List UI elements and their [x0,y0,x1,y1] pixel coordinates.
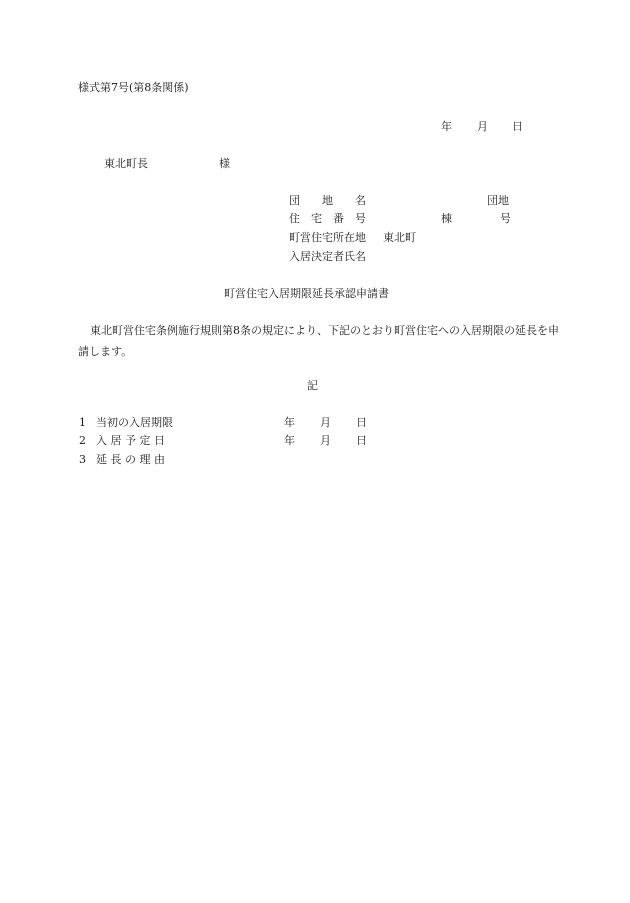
location-value: 東北町 [383,231,416,244]
date-day: 日 [512,120,523,133]
danchi-suffix: 団地 [487,194,509,207]
document-title: 町営住宅入居期限延長承認申請書 [224,287,389,300]
addressee-name: 東北町長 [104,157,148,170]
addressee-honorific: 様 [219,157,230,170]
item-year: 年 [284,416,295,429]
item-day: 日 [356,434,367,447]
item-month: 月 [320,434,331,447]
item-number: 3 [79,453,86,466]
item-number: 2 [79,434,86,447]
date-year: 年 [441,120,452,133]
location-label: 町営住宅所在地 [289,231,366,244]
name-label: 入居決定者氏名 [289,250,366,263]
item-month: 月 [320,416,331,429]
item-year: 年 [284,434,295,447]
danchi-label: 団 地 名 [289,194,366,207]
date-month: 月 [477,120,488,133]
item-label: 延 長 の 理 由 [96,453,165,466]
go-suffix: 号 [500,212,511,225]
bango-label: 住 宅 番 号 [289,212,366,225]
body-paragraph: 東北町営住宅条例施行規則第8条の規定により、下記のとおり町営住宅への入居期限の延長を申請します。 [78,324,559,358]
item-number: 1 [79,416,86,429]
item-label: 当初の入居期限 [96,416,173,429]
item-label: 入 居 予 定 日 [96,434,165,447]
item-day: 日 [356,416,367,429]
ki-heading: 記 [307,379,318,392]
form-number: 様式第7号(第8条関係) [78,81,189,94]
to-suffix: 棟 [441,212,452,225]
